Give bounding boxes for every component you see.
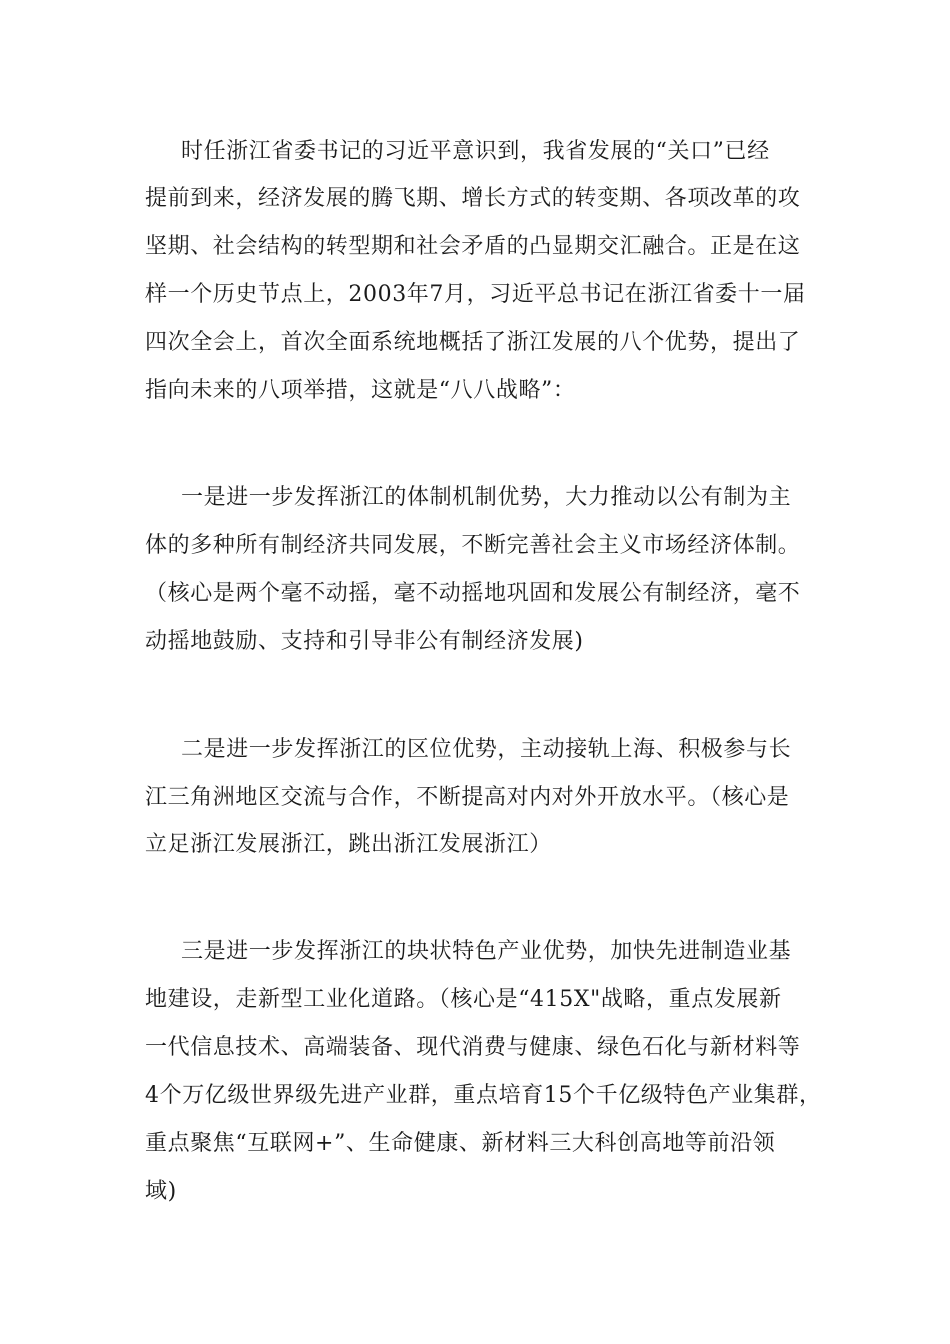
text-line: 一代信息技术、高端装备、现代消费与健康、绿色石化与新材料等 <box>145 1035 801 1060</box>
text-line: 一是进一步发挥浙江的体制机制优势，大力推动以公有制为主 <box>181 485 792 510</box>
text-line: 体的多种所有制经济共同发展，不断完善社会主义市场经济体制。 <box>145 533 801 558</box>
text-line: 江三角洲地区交流与合作，不断提高对内对外开放水平。（核心是 <box>145 785 790 810</box>
text-line: 动摇地鼓励、支持和引导非公有制经济发展) <box>145 629 584 654</box>
text-line: 二是进一步发挥浙江的区位优势，主动接轨上海、积极参与长 <box>181 737 792 762</box>
text-line: 三是进一步发挥浙江的块状特色产业优势，加快先进制造业基 <box>181 939 792 964</box>
text-line: 4个万亿级世界级先进产业群，重点培育15个千亿级特色产业集群， <box>145 1083 822 1108</box>
text-line: 提前到来，经济发展的腾飞期、增长方式的转变期、各项改革的攻 <box>145 186 801 211</box>
text-line: 重点聚焦“互联网+”、生命健康、新材料三大科创高地等前沿领 <box>145 1131 776 1156</box>
text-line: 域) <box>145 1179 177 1204</box>
text-line: 地建设，走新型工业化道路。（核心是“415X"战略，重点发展新 <box>145 987 782 1012</box>
text-line: （核心是两个毫不动摇，毫不动摇地巩固和发展公有制经济，毫不 <box>145 581 801 606</box>
text-line: 立足浙江发展浙江，跳出浙江发展浙江） <box>145 832 552 857</box>
text-line: 坚期、社会结构的转型期和社会矛盾的凸显期交汇融合。正是在这 <box>145 234 801 259</box>
text-line: 时任浙江省委书记的习近平意识到，我省发展的“关口”已经 <box>181 139 770 164</box>
text-line: 四次全会上，首次全面系统地概括了浙江发展的八个优势，提出了 <box>145 330 801 355</box>
text-line: 样一个历史节点上，2003年7月，习近平总书记在浙江省委十一届 <box>145 282 806 307</box>
text-line: 指向未来的八项举措，这就是“八八战略”： <box>145 378 576 403</box>
